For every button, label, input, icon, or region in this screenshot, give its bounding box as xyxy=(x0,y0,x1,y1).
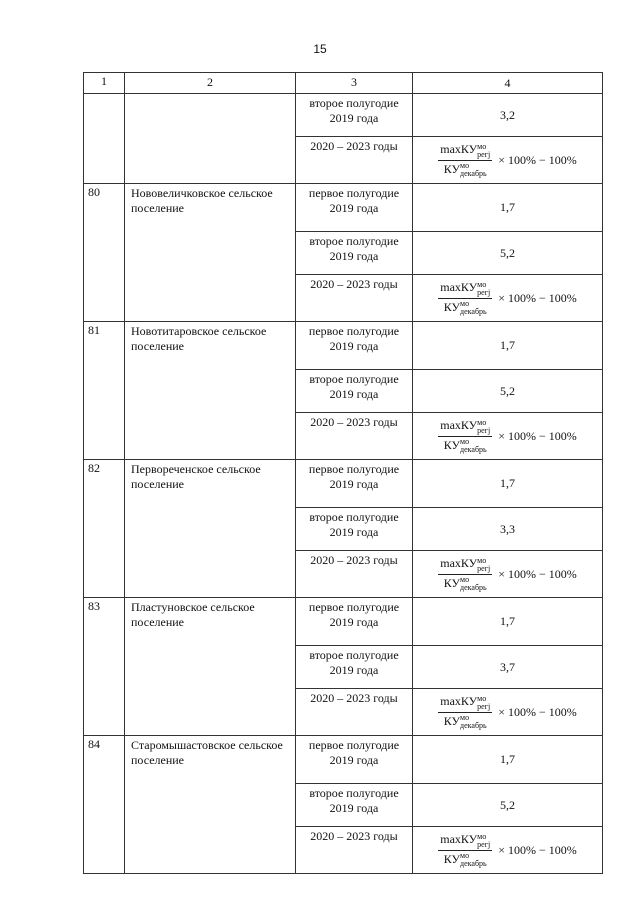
value-cell: 1,7 xyxy=(413,736,603,784)
fraction xyxy=(438,280,492,316)
formula-cell xyxy=(413,275,603,322)
value-cell: 5,2 xyxy=(413,784,603,827)
formula-cell xyxy=(413,689,603,736)
formula-cell xyxy=(413,137,603,184)
period-cell: второе полугодие 2019 года xyxy=(296,784,413,827)
table-row xyxy=(84,322,603,370)
settlement-name-cell: Первореченское сельское поселение xyxy=(125,460,296,598)
fraction xyxy=(438,556,492,592)
value-cell: 3,7 xyxy=(413,646,603,689)
table-row xyxy=(84,460,603,508)
formula xyxy=(438,694,577,730)
table-row xyxy=(84,736,603,784)
value-cell: 3,2 xyxy=(413,94,603,137)
settlement-name-cell: Новотитаровское сельское поселение xyxy=(125,322,296,460)
period-cell: второе полугодие 2019 года xyxy=(296,370,413,413)
table-row xyxy=(84,184,603,232)
period-cell: 2020 – 2023 годы xyxy=(296,413,413,460)
formula-tail: × 100% − 100% xyxy=(498,152,577,167)
value-cell: 1,7 xyxy=(413,184,603,232)
period-cell: второе полугодие 2019 года xyxy=(296,508,413,551)
table-row xyxy=(84,598,603,646)
period-cell: первое полугодие 2019 года xyxy=(296,184,413,232)
value-cell: 3,3 xyxy=(413,508,603,551)
period-cell: 2020 – 2023 годы xyxy=(296,275,413,322)
fraction-numerator: maxКУ мо регj xyxy=(440,831,491,849)
row-number-cell: 83 xyxy=(84,598,125,736)
column-header-row xyxy=(84,73,603,94)
fraction-denominator: КУ мо декабрь xyxy=(443,436,487,454)
period-cell: второе полугодие 2019 года xyxy=(296,646,413,689)
fraction-numerator: maxКУ мо регj xyxy=(440,279,491,297)
fraction-numerator: maxКУ мо регj xyxy=(440,555,491,573)
formula xyxy=(438,832,577,868)
fraction xyxy=(438,832,492,868)
fraction-numerator: maxКУ мо регj xyxy=(440,417,491,435)
formula xyxy=(438,418,577,454)
period-cell: второе полугодие 2019 года xyxy=(296,232,413,275)
value-cell: 5,2 xyxy=(413,370,603,413)
row-number-cell: 81 xyxy=(84,322,125,460)
fraction-denominator: КУ мо декабрь xyxy=(443,850,487,868)
formula-cell xyxy=(413,551,603,598)
formula-tail: × 100% − 100% xyxy=(498,842,577,857)
period-cell: 2020 – 2023 годы xyxy=(296,827,413,874)
rates-table xyxy=(83,72,603,874)
formula-tail: × 100% − 100% xyxy=(498,704,577,719)
period-cell: первое полугодие 2019 года xyxy=(296,460,413,508)
formula-tail: × 100% − 100% xyxy=(498,428,577,443)
row-number-cell: 80 xyxy=(84,184,125,322)
settlement-name-cell: Нововеличковское сельское поселение xyxy=(125,184,296,322)
period-cell: первое полугодие 2019 года xyxy=(296,322,413,370)
fraction-denominator: КУ мо декабрь xyxy=(443,160,487,178)
period-cell: второе полугодие 2019 года xyxy=(296,94,413,137)
period-cell: 2020 – 2023 годы xyxy=(296,551,413,598)
column-header-1: 1 xyxy=(84,73,125,94)
fraction-numerator: maxКУ мо регj xyxy=(440,693,491,711)
column-header-4: 4 xyxy=(413,73,603,94)
fraction-denominator: КУ мо декабрь xyxy=(443,574,487,592)
formula xyxy=(438,556,577,592)
continuation-row-second-half xyxy=(84,94,603,137)
fraction-denominator: КУ мо декабрь xyxy=(443,712,487,730)
value-cell: 5,2 xyxy=(413,232,603,275)
fraction xyxy=(438,694,492,730)
fraction xyxy=(438,142,492,178)
fraction xyxy=(438,418,492,454)
value-cell: 1,7 xyxy=(413,598,603,646)
settlement-name-cell: Старомышастовское сельское поселение xyxy=(125,736,296,874)
formula-cell xyxy=(413,827,603,874)
formula-tail: × 100% − 100% xyxy=(498,290,577,305)
value-cell: 1,7 xyxy=(413,322,603,370)
formula xyxy=(438,142,577,178)
settlement-name-cell: Пластуновское сельское поселение xyxy=(125,598,296,736)
formula-tail: × 100% − 100% xyxy=(498,566,577,581)
fraction-denominator: КУ мо декабрь xyxy=(443,298,487,316)
column-header-2: 2 xyxy=(125,73,296,94)
settlement-name-cell xyxy=(125,94,296,184)
formula xyxy=(438,280,577,316)
period-cell: первое полугодие 2019 года xyxy=(296,736,413,784)
row-number-cell: 82 xyxy=(84,460,125,598)
period-cell: первое полугодие 2019 года xyxy=(296,598,413,646)
formula-cell xyxy=(413,413,603,460)
value-cell: 1,7 xyxy=(413,460,603,508)
period-cell: 2020 – 2023 годы xyxy=(296,689,413,736)
row-number-cell: 84 xyxy=(84,736,125,874)
row-number-cell xyxy=(84,94,125,184)
page-number: 15 xyxy=(313,42,327,56)
column-header-3: 3 xyxy=(296,73,413,94)
settlement-rows xyxy=(84,184,603,874)
fraction-numerator: maxКУ мо регj xyxy=(440,141,491,159)
period-cell: 2020 – 2023 годы xyxy=(296,137,413,184)
